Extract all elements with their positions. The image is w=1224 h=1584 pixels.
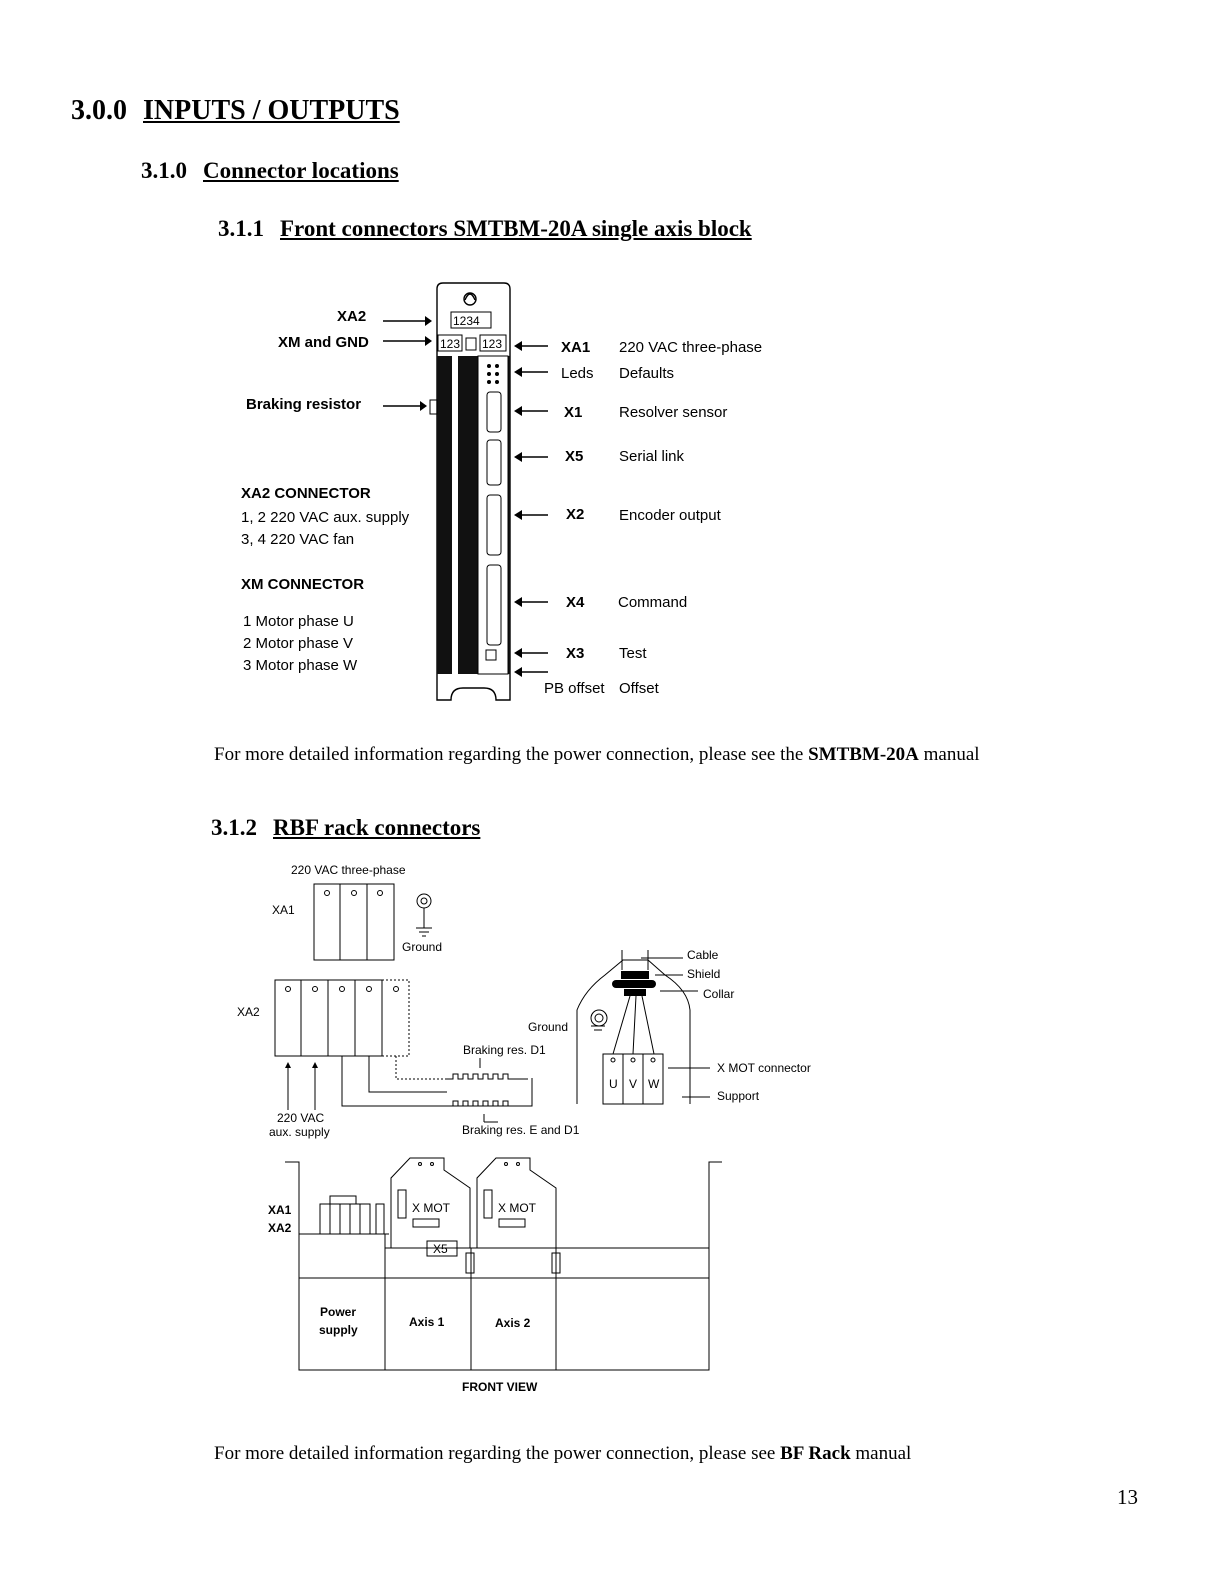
label-axis-1: Axis 1	[409, 1315, 445, 1329]
xa2-connector-line: 1, 2 220 VAC aux. supply	[241, 509, 410, 526]
row-code: PB offset	[544, 680, 605, 697]
label-w: W	[648, 1077, 660, 1091]
collar	[612, 980, 656, 988]
label-aux: aux. supply	[269, 1125, 330, 1139]
subsubsection-number: 3.1.1	[218, 216, 264, 241]
xa1-pin-numbers: 123	[482, 337, 503, 351]
subsubsection-title: Front connectors SMTBM-20A single axis block	[280, 216, 752, 241]
label-ground-2: Ground	[528, 1020, 569, 1034]
label-support: Support	[717, 1089, 760, 1103]
braking-resistor-e	[447, 1101, 508, 1106]
row-code: X1	[564, 404, 583, 421]
xm-pin-numbers: 123	[440, 337, 461, 351]
row-code: X4	[566, 594, 585, 611]
label-xmot-1: X MOT	[412, 1201, 450, 1215]
row-desc: Offset	[619, 680, 659, 697]
label-xmot-connector: X MOT connector	[717, 1061, 811, 1075]
note-text: manual	[850, 1443, 912, 1464]
subsection-number: 3.1.0	[141, 158, 187, 183]
rack-connection-note	[214, 1443, 911, 1465]
label-collar: Collar	[703, 987, 735, 1001]
label-aux: 220 VAC	[277, 1111, 325, 1125]
label-v: V	[629, 1077, 638, 1091]
label-brake-e: Braking res. E and D1	[462, 1123, 580, 1137]
label-xmot-2: X MOT	[498, 1201, 536, 1215]
label-front-view: FRONT VIEW	[462, 1380, 538, 1394]
note-text: For more detailed information regarding the power connection, please see	[214, 1443, 781, 1464]
note-manual-name: BF Rack	[780, 1443, 851, 1464]
subsection-title: Connector locations	[203, 158, 399, 183]
row-desc: Resolver sensor	[619, 404, 728, 421]
ground-icon	[417, 894, 431, 908]
row-desc: Test	[619, 645, 647, 662]
section-number: 3.0.0	[71, 95, 127, 126]
subsubsection-title: RBF rack connectors	[273, 815, 481, 840]
label-ground: Ground	[402, 940, 443, 954]
power-connection-note	[214, 744, 980, 766]
label-braking-resistor: Braking resistor	[246, 396, 362, 413]
rack-outline	[285, 1162, 722, 1370]
row-desc: Serial link	[619, 448, 685, 465]
label-rack-xa2: XA2	[268, 1221, 292, 1235]
label-rack-xa1: XA1	[268, 1203, 292, 1217]
row-desc: Command	[618, 594, 688, 611]
label-cable: Cable	[687, 948, 719, 962]
row-code: X3	[566, 645, 585, 662]
smtbm-front-figure	[241, 283, 762, 700]
page-number: 13	[1117, 1485, 1138, 1509]
label-x5: X5	[433, 1242, 448, 1256]
label-xa1: XA1	[272, 903, 295, 917]
section-title: INPUTS / OUTPUTS	[143, 95, 400, 126]
label-shield: Shield	[687, 967, 721, 981]
label-axis-2: Axis 2	[495, 1316, 531, 1330]
row-desc: 220 VAC three-phase	[619, 339, 763, 356]
note-manual-name: SMTBM-20A	[808, 744, 919, 765]
row-code: XA1	[561, 339, 591, 356]
xa2-connector-title: XA2 CONNECTOR	[241, 485, 371, 502]
row-desc: Encoder output	[619, 507, 721, 524]
row-desc: Defaults	[619, 365, 675, 382]
label-xa2: XA2	[337, 308, 367, 325]
row-code: X5	[565, 448, 584, 465]
label-brake-d1: Braking res. D1	[463, 1043, 546, 1057]
note-text: For more detailed information regarding the power connection, please see the	[214, 744, 809, 765]
rbf-rack-figure	[237, 863, 811, 1394]
braking-terminal	[430, 400, 437, 414]
xa2-connector-line: 3, 4 220 VAC fan	[241, 531, 355, 548]
shield	[621, 971, 649, 979]
row-code: Leds	[561, 365, 594, 382]
xm-connector-line: 1 Motor phase U	[243, 613, 354, 630]
label-xa2: XA2	[237, 1005, 260, 1019]
label-xm-gnd: XM and GND	[278, 334, 369, 351]
label-power: Power	[320, 1305, 357, 1319]
row-code: X2	[566, 506, 585, 523]
label-u: U	[609, 1077, 618, 1091]
xm-connector-title: XM CONNECTOR	[241, 576, 365, 593]
xm-connector-line: 3 Motor phase W	[243, 657, 358, 674]
label-supply: supply	[319, 1323, 358, 1337]
ground-icon	[591, 1010, 607, 1026]
xa2-pin-numbers: 1234	[453, 314, 480, 328]
label-three-phase: 220 VAC three-phase	[291, 863, 406, 877]
note-text: manual	[918, 744, 980, 765]
braking-resistor-d1	[447, 1074, 528, 1079]
xm-connector-line: 2 Motor phase V	[243, 635, 354, 652]
subsubsection-number: 3.1.2	[211, 815, 257, 840]
